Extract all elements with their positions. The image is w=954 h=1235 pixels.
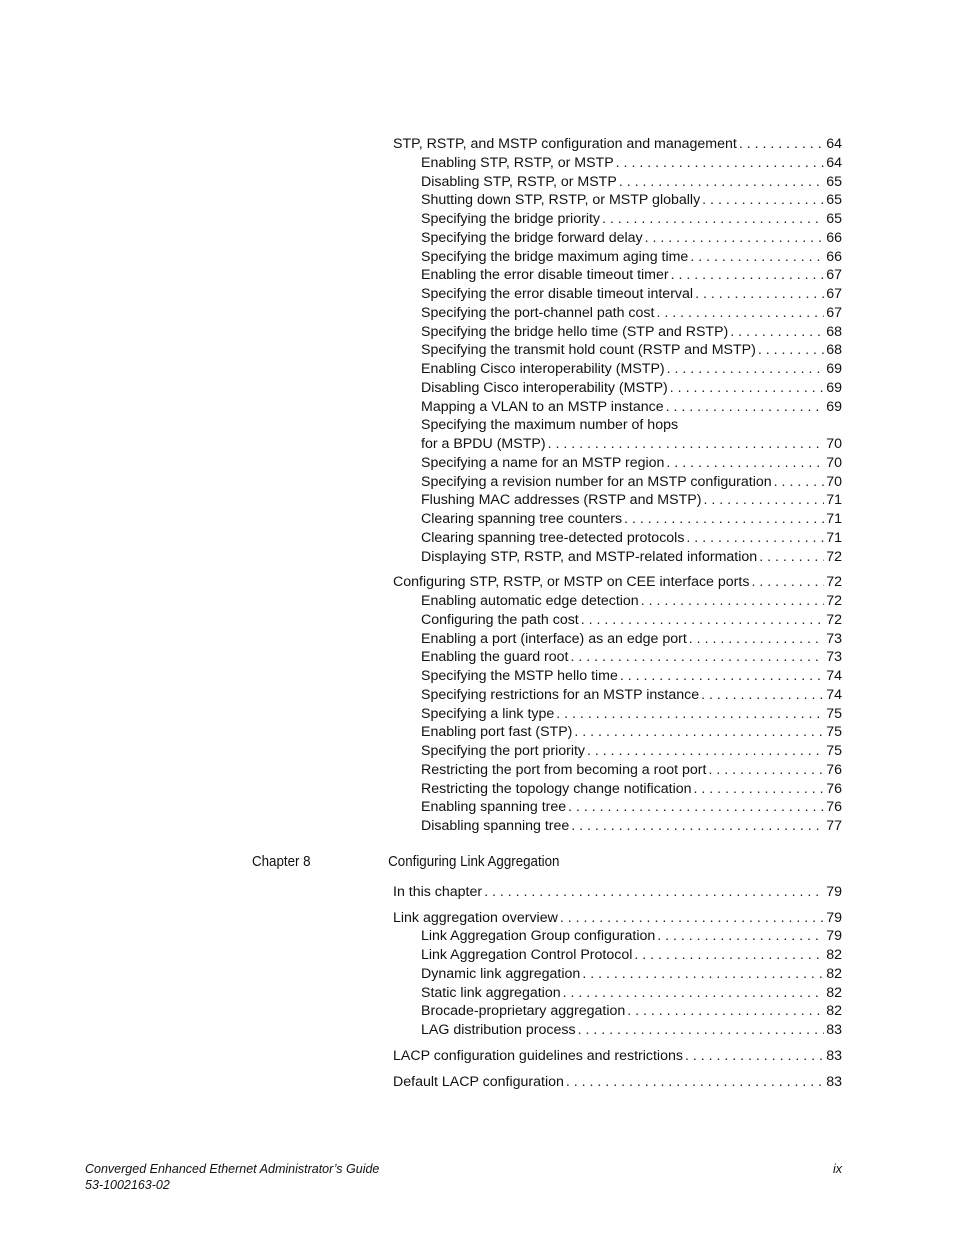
toc-entry-title: Specifying the bridge priority [421,211,601,227]
toc-entry[interactable] [393,154,842,173]
toc-entry-page: 82 [826,1003,842,1020]
toc-entry-title: Specifying the error disable timeout interval [421,286,694,302]
toc-entry[interactable] [393,946,842,965]
dot-leader [624,510,824,529]
toc-entry[interactable] [393,667,842,686]
dot-leader [581,611,824,630]
toc-entry[interactable] [393,454,842,473]
dot-leader [686,529,824,548]
toc-entry-title: Restricting the port from becoming a root port [421,761,707,778]
footer [85,1162,379,1193]
dot-leader [666,454,824,473]
toc-entry-title: Link Aggregation Control Protocol [421,947,633,963]
toc-entry-title: Specifying a revision number for an MSTP configuration [421,473,772,490]
toc-entry-title: Mapping a VLAN to an MSTP instance [421,398,664,415]
toc-entry-page: 66 [826,229,842,246]
dot-leader [574,723,824,742]
toc-entry[interactable] [393,965,842,984]
dot-leader [666,398,825,417]
toc-entry-page: 79 [826,928,842,945]
dot-leader [645,229,825,248]
toc-entry-page: 65 [826,211,842,227]
toc-entry-title: Enabling the error disable timeout timer [421,267,669,284]
dot-leader [739,135,824,154]
dot-leader [602,210,824,229]
toc-entry-title: Specifying the port priority [421,743,586,759]
dot-leader [556,705,824,724]
toc-entry-page: 70 [826,473,842,490]
toc-entry-title: Restricting the topology change notification [421,780,692,797]
toc-entry-title: Disabling STP, RSTP, or MSTP [421,173,617,190]
toc-entry-title: Enabling Cisco interoperability (MSTP) [421,361,665,377]
toc-entry-title: Displaying STP, RSTP, and MSTP-related information [421,548,758,565]
toc-entry-page: 72 [826,548,842,565]
toc-entry[interactable] [393,529,842,548]
toc-entry[interactable] [393,210,842,229]
dot-leader [670,379,824,398]
dot-leader [703,491,824,510]
dot-leader [560,909,824,928]
toc-entry-page: 76 [826,761,842,778]
toc-entry-title: Specifying the bridge maximum aging time [421,248,689,265]
toc-entry-title: Static link aggregation [421,984,561,1001]
toc-entry-page: 75 [826,705,842,722]
footer-title: Converged Enhanced Ethernet Administrator’s Guide [85,1162,380,1176]
toc-entry[interactable] [393,592,842,611]
toc-entry[interactable] [393,723,842,742]
toc-entry[interactable] [393,510,842,529]
dot-leader [685,1047,824,1066]
toc-entry-title: Clearing spanning tree counters [421,511,623,527]
toc-entry-page: 69 [826,398,842,415]
toc-entry-page: 70 [826,454,842,471]
toc-entry[interactable] [393,491,842,510]
toc-entry[interactable] [393,266,842,285]
toc-entry-page: 70 [826,436,842,452]
toc-entry-page: 67 [826,286,842,302]
toc-entry[interactable] [393,173,842,192]
toc-entry-page: 66 [826,248,842,265]
toc-entry-page: 83 [826,1022,842,1038]
toc-entry[interactable] [393,360,842,379]
dot-leader [566,1073,824,1092]
chapter-title: Configuring Link Aggregation [388,853,560,870]
dot-leader [634,946,824,965]
toc-entry-title: Configuring STP, RSTP, or MSTP on CEE interface ports [393,574,750,591]
toc-entry-title: Specifying the transmit hold count (RSTP and MSTP) [421,342,756,359]
toc-entry-title: Link aggregation overview [393,909,558,926]
dot-leader [620,667,824,686]
toc-entry[interactable] [393,984,842,1003]
toc-entry[interactable] [393,323,842,342]
toc-entry-title: Brocade-proprietary aggregation [421,1003,626,1020]
toc-entry-page: 83 [826,1047,842,1064]
toc-entry[interactable] [393,248,842,267]
toc-entry-title: STP, RSTP, and MSTP configuration and management [393,136,737,152]
dot-leader [730,323,824,342]
toc-entry-page: 72 [826,574,842,591]
toc-entry-page: 74 [826,686,842,703]
toc-entry[interactable] [393,229,842,248]
toc-entry[interactable] [393,341,842,360]
toc-entry-page: 67 [826,304,842,321]
toc-entry[interactable] [393,416,842,435]
toc-entry[interactable] [393,817,842,836]
dot-leader [568,798,824,817]
toc-entry-title: Enabling the guard root [421,649,569,666]
toc-entry-page: 76 [826,799,842,816]
toc-entry-title: Link Aggregation Group configuration [421,928,656,945]
dot-leader [619,173,824,192]
toc-entry-page: 83 [826,1073,842,1090]
toc-entry-title: LAG distribution process [421,1022,576,1038]
toc-entry-title: Enabling port fast (STP) [421,724,573,741]
toc-entry[interactable] [393,742,842,761]
toc-entry-title: Dynamic link aggregation [421,965,581,982]
toc-entry-page: 75 [826,724,842,741]
toc-entry-page: 72 [826,611,842,628]
toc-entry[interactable] [393,909,842,928]
toc-entry-title: Specifying the port-channel path cost [421,304,655,321]
toc-entry-page: 64 [826,154,842,171]
toc-entry-page: 79 [826,883,842,900]
toc-entry[interactable] [393,798,842,817]
toc-entry-title: Enabling a port (interface) as an edge port [421,630,687,647]
toc-entry-title: Specifying the maximum number of hops [421,417,679,434]
toc-entry-page: 74 [826,668,842,684]
dot-leader [571,648,825,667]
toc-entry-page: 68 [826,323,842,340]
toc-entry-page: 82 [826,984,842,1001]
dot-leader [548,435,825,454]
toc-entry-title: Clearing spanning tree-detected protocols [421,529,685,546]
footer-doc-number: 53-1002163-02 [85,1177,170,1192]
toc-entry[interactable] [393,191,842,210]
toc-entry[interactable] [393,1021,842,1040]
toc-entry-page: 71 [826,511,842,527]
toc-entry[interactable] [393,1002,842,1021]
toc-entry[interactable] [393,285,842,304]
toc-entry-page: 71 [826,492,842,509]
chapter-heading [252,853,795,871]
dot-leader [694,780,825,799]
toc-entry[interactable] [393,548,842,567]
toc-entry-title: Specifying the bridge hello time (STP and RSTP) [421,323,729,340]
dot-leader [627,1002,824,1021]
toc-entry-page: 65 [826,173,842,190]
toc-entry[interactable] [393,1047,842,1066]
dot-leader [759,548,824,567]
toc-entry-page: 73 [826,630,842,647]
toc-entry-page: 72 [826,593,842,609]
toc-entry[interactable] [393,135,842,154]
toc-entry-title: Enabling automatic edge detection [421,593,639,609]
dot-leader [484,883,824,902]
toc-entry[interactable] [393,379,842,398]
dot-leader [563,984,825,1003]
dot-leader [578,1021,825,1040]
toc-entry[interactable] [393,780,842,799]
toc-entry[interactable] [393,473,842,492]
toc-entry-title: Configuring the path cost [421,611,579,628]
dot-leader [774,473,825,492]
toc-entry[interactable] [393,883,842,902]
toc-entry[interactable] [393,435,842,454]
footer-page-number: ix [832,1162,842,1176]
toc-entry-title: In this chapter [393,883,483,900]
dot-leader [758,341,824,360]
toc-entry-page: 73 [826,649,842,666]
toc-entry-title: Disabling Cisco interoperability (MSTP) [421,379,668,396]
toc-entry-title: Specifying the bridge forward delay [421,229,643,246]
toc-entry-page: 82 [826,965,842,982]
toc-entry-title: Shutting down STP, RSTP, or MSTP globally [421,192,701,209]
toc-entry-title: Default LACP configuration [393,1073,564,1090]
toc-entry-page: 82 [826,947,842,963]
dot-leader [701,686,824,705]
toc-entry[interactable] [393,927,842,946]
toc-entry-page: 64 [826,136,842,152]
toc-entry-title: Disabling spanning tree [421,818,570,834]
toc-entry-title: LACP configuration guidelines and restrictions [393,1047,683,1064]
table-of-contents [252,135,842,1091]
toc-entry-title: Specifying a name for an MSTP region [421,454,665,471]
toc-entry[interactable] [393,398,842,417]
toc-entry-page: 75 [826,743,842,759]
dot-leader [616,154,825,173]
toc-entry-page: 69 [826,379,842,396]
toc-entry-title: Specifying a link type [421,705,555,722]
toc-entry[interactable] [393,630,842,649]
dot-leader [702,191,824,210]
toc-entry-page: 67 [826,267,842,284]
dot-leader [641,592,825,611]
toc-entry[interactable] [393,1073,842,1092]
toc-entry-title: Flushing MAC addresses (RSTP and MSTP) [421,492,702,509]
toc-entry-title: Specifying the MSTP hello time [421,668,618,684]
toc-entry-page: 69 [826,361,842,377]
toc-entry-page: 68 [826,342,842,359]
dot-leader [695,285,824,304]
dot-leader [689,630,824,649]
toc-entry[interactable] [393,686,842,705]
dot-leader [582,965,824,984]
toc-entry-title: for a BPDU (MSTP) [421,436,546,452]
toc-entry[interactable] [393,761,842,780]
dot-leader [656,304,824,323]
dot-leader [671,266,825,285]
chapter-label: Chapter 8 [252,853,311,870]
toc-entry-title: Enabling spanning tree [421,799,567,816]
toc-entry[interactable] [393,611,842,630]
toc-entry-page: 76 [826,780,842,797]
toc-entry-title: Specifying restrictions for an MSTP instance [421,686,700,703]
toc-entry-page: 79 [826,909,842,926]
dot-leader [657,927,824,946]
toc-entry-page: 65 [826,192,842,209]
toc-entry[interactable] [393,705,842,724]
toc-entry[interactable] [393,304,842,323]
dot-leader [690,248,824,267]
toc-entry-title: Enabling STP, RSTP, or MSTP [421,154,614,171]
dot-leader [751,573,824,592]
toc-entry-page: 71 [826,529,842,546]
dot-leader [708,761,824,780]
toc-entry-page: 77 [826,818,842,834]
dot-leader [571,817,824,836]
dot-leader [667,360,825,379]
toc-entry[interactable] [393,648,842,667]
dot-leader [587,742,824,761]
toc-entry[interactable] [393,573,842,592]
